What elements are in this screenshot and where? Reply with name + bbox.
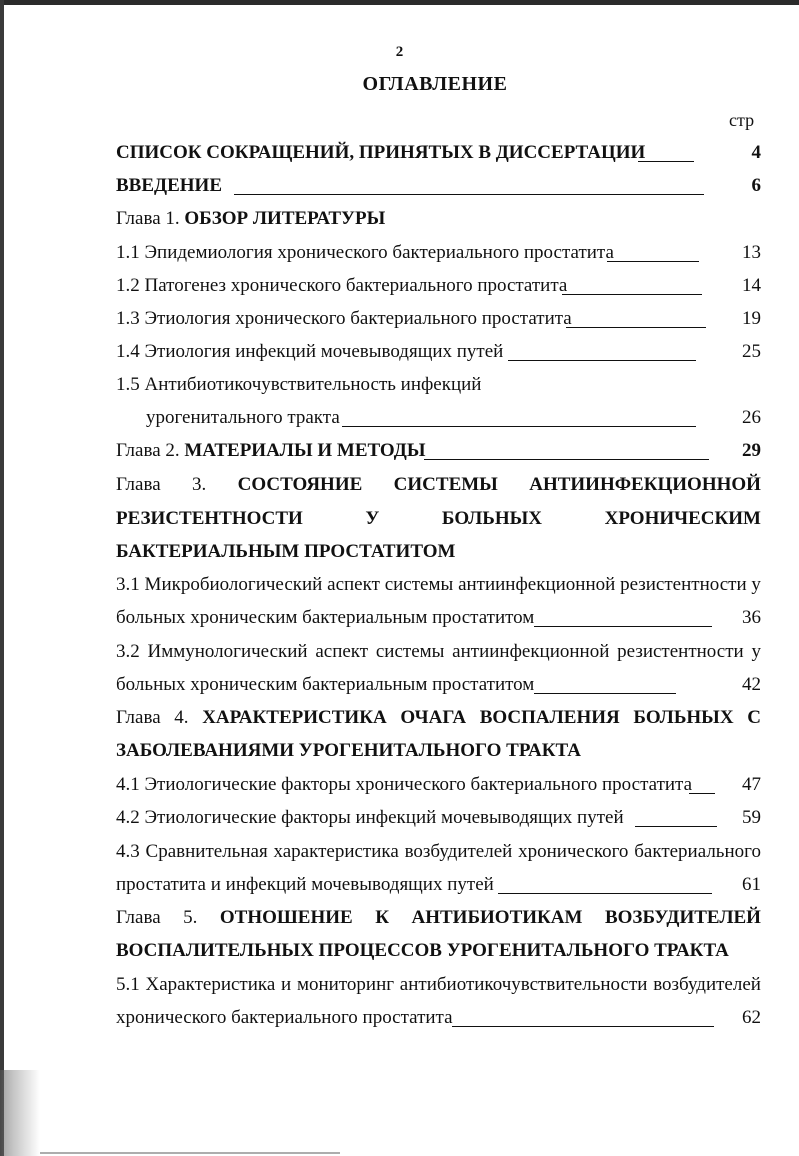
toc-entry-4-3-line2[interactable] <box>116 870 761 900</box>
toc-entry-3-1-line2[interactable] <box>116 603 761 633</box>
toc-chapter-5-line1[interactable] <box>116 903 761 933</box>
toc-page: 13 <box>742 242 761 263</box>
word: резистентности <box>620 574 747 595</box>
word: У <box>365 508 380 529</box>
page-number: 2 <box>395 44 404 60</box>
toc-page: 36 <box>742 607 761 628</box>
toc-label: простатита и инфекций мочевыводящих путей <box>116 874 494 895</box>
leader-line <box>508 360 696 361</box>
toc-chapter-2[interactable] <box>116 436 761 466</box>
word: мониторинг <box>296 974 395 995</box>
toc-label: хронического бактериального простатита <box>116 1007 453 1028</box>
toc-label: 4.2 Этиологические факторы инфекций мочевыводящих путей <box>116 807 624 828</box>
toc-label: Глава 2. МАТЕРИАЛЫ И МЕТОДЫ <box>116 440 426 461</box>
word: Микробиологический <box>144 574 323 595</box>
word: у <box>751 641 761 662</box>
word: системы <box>384 574 454 595</box>
word: 5. <box>183 907 198 928</box>
scan-edge-left <box>0 0 4 1156</box>
toc-chapter-4-line2[interactable] <box>116 736 761 766</box>
toc-page: 62 <box>742 1007 761 1028</box>
word: ОЧАГА <box>400 707 467 728</box>
toc-entry-1-5[interactable] <box>116 370 761 400</box>
word: 3.1 <box>116 574 140 595</box>
word: Иммунологический <box>147 641 308 662</box>
toc-page: 14 <box>742 275 761 296</box>
word: системы <box>375 641 445 662</box>
word: и <box>281 974 292 995</box>
toc-label: 1.5 Антибиотикочувствительность инфекций <box>116 374 482 395</box>
word: ВОСПАЛЕНИЯ <box>479 707 620 728</box>
page-title: ОГЛАВЛЕНИЕ <box>362 73 508 95</box>
word: резистентности <box>617 641 744 662</box>
toc-label: 1.3 Этиология хронического бактериального простатита <box>116 308 572 329</box>
toc-chapter-1[interactable] <box>116 204 761 234</box>
word: К <box>375 907 389 928</box>
toc-page: 4 <box>751 142 761 163</box>
toc-label: БАКТЕРИАЛЬНЫМ ПРОСТАТИТОМ <box>116 541 456 562</box>
toc-chapter-5-line2[interactable] <box>116 936 761 966</box>
word: антиинфекционной <box>458 574 616 595</box>
word: характеристика <box>273 841 399 862</box>
toc-entry-introduction[interactable] <box>116 171 761 201</box>
toc-entry-4-3-line1[interactable] <box>116 837 761 867</box>
toc-chapter-3-line1[interactable] <box>116 470 761 500</box>
leader-line <box>498 893 712 894</box>
leader-line <box>234 194 704 195</box>
toc-label: ВВЕДЕНИЕ <box>116 175 222 196</box>
word: аспект <box>315 641 369 662</box>
word: Глава <box>116 907 161 928</box>
toc-entry-1-5-cont[interactable] <box>116 403 761 433</box>
word: 3. <box>192 474 207 495</box>
word: СОСТОЯНИЕ <box>237 474 363 495</box>
word: Сравнительная <box>145 841 268 862</box>
scan-edge-top <box>0 0 799 5</box>
word: Глава <box>116 474 161 495</box>
toc-entry-1-1[interactable] <box>116 238 761 268</box>
word: ХРОНИЧЕСКИМ <box>604 508 761 529</box>
toc-page: 29 <box>742 440 761 461</box>
toc-page: 59 <box>742 807 761 828</box>
toc-label: больных хроническим бактериальным простатитом <box>116 674 535 695</box>
leader-line <box>562 294 702 295</box>
toc-label: 4.1 Этиологические факторы хронического бактериального простатита <box>116 774 693 795</box>
leader-line <box>607 261 699 262</box>
leader-line <box>635 826 717 827</box>
leader-line <box>566 327 706 328</box>
word: ВОЗБУДИТЕЛЕЙ <box>604 907 761 928</box>
toc-entry-4-2[interactable] <box>116 803 761 833</box>
toc-chapter-3-line2[interactable] <box>116 504 761 534</box>
toc-page: 42 <box>742 674 761 695</box>
word: Характеристика <box>145 974 276 995</box>
toc-label: 1.2 Патогенез хронического бактериального простатита <box>116 275 568 296</box>
toc-page: 25 <box>742 341 761 362</box>
word: С <box>747 707 761 728</box>
leader-line <box>452 1026 714 1027</box>
word: аспект <box>327 574 380 595</box>
toc-entry-4-1[interactable] <box>116 770 761 800</box>
toc-entry-3-1-line1[interactable] <box>116 570 761 600</box>
word: антибиотикочувствительности <box>399 974 648 995</box>
word: Глава <box>116 707 161 728</box>
toc-entry-5-1-line2[interactable] <box>116 1003 761 1033</box>
word: антиинфекционной <box>452 641 610 662</box>
word: возбудителей <box>404 841 513 862</box>
toc-page: 26 <box>742 407 761 428</box>
toc-page: 6 <box>751 175 761 196</box>
toc-entry-1-3[interactable] <box>116 304 761 334</box>
toc-entry-1-2[interactable] <box>116 271 761 301</box>
word: хронического <box>518 841 629 862</box>
leader-line <box>534 626 712 627</box>
word: 5.1 <box>116 974 140 995</box>
word: БОЛЬНЫХ <box>441 508 543 529</box>
word: СИСТЕМЫ <box>393 474 498 495</box>
toc-label: 1.4 Этиология инфекций мочевыводящих путей <box>116 341 504 362</box>
scan-artifact-bottom-line <box>40 1152 340 1154</box>
toc-label: 1.1 Эпидемиология хронического бактериального простатита <box>116 242 614 263</box>
word: РЕЗИСТЕНТНОСТИ <box>116 508 303 529</box>
scan-artifact-bottom-left <box>0 1070 40 1156</box>
toc-entry-5-1-line1[interactable] <box>116 970 761 1000</box>
word: ХАРАКТЕРИСТИКА <box>202 707 387 728</box>
toc-page: 19 <box>742 308 761 329</box>
word: ОТНОШЕНИЕ <box>219 907 353 928</box>
word: АНТИБИОТИКАМ <box>411 907 583 928</box>
leader-line <box>638 161 694 162</box>
toc-chapter-4-line1[interactable] <box>116 703 761 733</box>
toc-page: 47 <box>742 774 761 795</box>
leader-line <box>689 793 715 794</box>
word: возбудителей <box>653 974 761 995</box>
toc-entry-1-4[interactable] <box>116 337 761 367</box>
toc-label: СПИСОК СОКРАЩЕНИЙ, ПРИНЯТЫХ В ДИССЕРТАЦИИ <box>116 142 646 163</box>
toc-entry-3-2-line1[interactable] <box>116 637 761 667</box>
word: бактериального <box>634 841 761 862</box>
toc-label: Глава 1. ОБЗОР ЛИТЕРАТУРЫ <box>116 208 386 229</box>
pages-column-header: стр <box>729 110 755 130</box>
toc-entry-3-2-line2[interactable] <box>116 670 761 700</box>
toc-page: 61 <box>742 874 761 895</box>
toc-chapter-3-line3[interactable] <box>116 537 761 567</box>
toc-label: больных хроническим бактериальным простатитом <box>116 607 535 628</box>
toc-label: урогенитального тракта <box>146 407 340 428</box>
toc-entry-abbreviations[interactable] <box>116 138 761 168</box>
toc-label: ЗАБОЛЕВАНИЯМИ УРОГЕНИТАЛЬНОГО ТРАКТА <box>116 740 581 761</box>
word: АНТИИНФЕКЦИОННОЙ <box>529 474 761 495</box>
leader-line <box>534 693 676 694</box>
word: у <box>751 574 761 595</box>
leader-line <box>424 459 709 460</box>
word: 3.2 <box>116 641 140 662</box>
word: 4. <box>174 707 189 728</box>
leader-line <box>342 426 696 427</box>
word: 4.3 <box>116 841 140 862</box>
toc-label: ВОСПАЛИТЕЛЬНЫХ ПРОЦЕССОВ УРОГЕНИТАЛЬНОГО ТРАКТА <box>116 940 729 961</box>
word: БОЛЬНЫХ <box>633 707 734 728</box>
